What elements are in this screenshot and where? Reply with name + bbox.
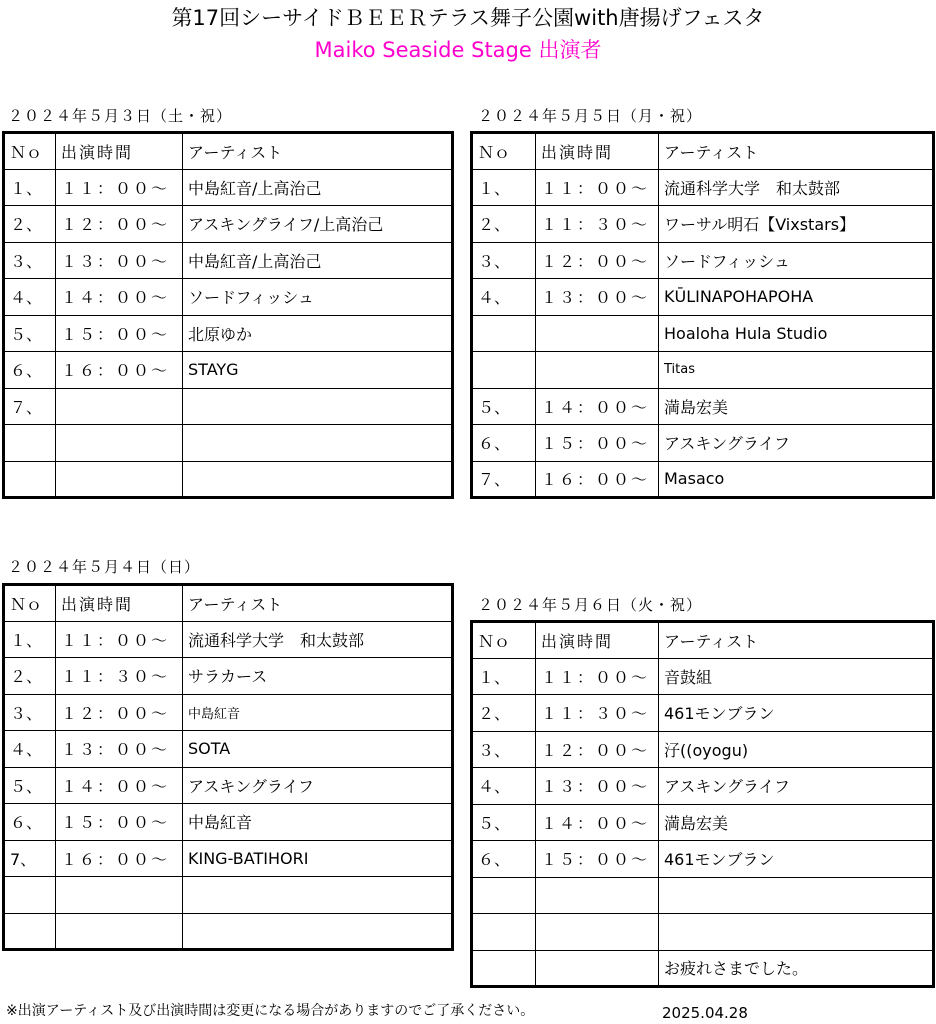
cell-artist: アスキングライフ/上高治己 [183,206,453,243]
table-row [472,388,934,425]
cell-artist: 北原ゆか [183,315,453,352]
cell-time: １４：００～ [56,279,183,316]
cell-no: ７、 [472,461,536,498]
table-row [472,950,934,987]
cell-time: １１：００～ [536,169,659,206]
cell-artist [183,877,453,914]
cell-artist [659,914,934,951]
table-row [4,658,453,695]
table-row [4,279,453,316]
table-row [472,315,934,352]
cell-no [472,877,536,914]
schedule-table-may4 [2,583,454,951]
cell-no: １、 [472,658,536,695]
cell-time [536,914,659,951]
cell-no: ３、 [4,694,56,731]
cell-artist: 461モンブラン [659,695,934,732]
table-header-row [4,585,453,622]
header-no: Ｎｏ [472,622,536,659]
table-row [472,658,934,695]
day-label-may3: ２０２４年５月３日（土・祝） [8,107,233,125]
cell-artist [183,425,453,462]
cell-time: １５：００～ [536,841,659,878]
cell-time: １２：００～ [536,731,659,768]
cell-time: １４：００～ [536,804,659,841]
header-artist: アーティスト [659,133,934,170]
footer-note: ※出演アーティスト及び出演時間は変更になる場合がありますのでご了承ください。 [6,1003,535,1019]
table-row [4,206,453,243]
cell-artist: ソードフィッシュ [183,279,453,316]
schedule-table-may3 [2,131,454,499]
table-row [472,768,934,805]
cell-no: ５、 [472,388,536,425]
cell-artist: 中島紅音 [183,694,453,731]
cell-artist: アスキングライフ [659,768,934,805]
table-row [4,461,453,498]
schedule-table-may6 [470,620,935,988]
cell-artist: 汓((oyogu) [659,731,934,768]
cell-no: ２、 [472,206,536,243]
cell-time: １５：００～ [56,804,183,841]
table-row [4,352,453,389]
cell-time: １３：００～ [56,242,183,279]
cell-artist [183,461,453,498]
cell-time: １６：００～ [56,352,183,389]
cell-no: ３、 [472,242,536,279]
table-row [472,206,934,243]
cell-no: ５、 [4,767,56,804]
cell-no: ７、 [4,388,56,425]
header-time: 出演時間 [536,133,659,170]
table-row [4,767,453,804]
cell-time [56,388,183,425]
cell-time [536,950,659,987]
cell-artist [183,913,453,950]
cell-time: １１：３０～ [56,658,183,695]
table-header-row [472,622,934,659]
cell-artist: Hoaloha Hula Studio [659,315,934,352]
table-row [472,425,934,462]
cell-time: １３：００～ [536,279,659,316]
table-row [4,315,453,352]
table-row [4,388,453,425]
cell-time: １６：００～ [56,840,183,877]
header-artist: アーティスト [183,133,453,170]
cell-no [4,425,56,462]
cell-time: １２：００～ [536,242,659,279]
cell-no [472,914,536,951]
cell-artist: Masaco [659,461,934,498]
table-row [472,914,934,951]
table-row [472,841,934,878]
cell-time [536,877,659,914]
header-artist: アーティスト [659,622,934,659]
table-row [4,877,453,914]
cell-artist [183,388,453,425]
header-no: Ｎｏ [472,133,536,170]
table-row [4,731,453,768]
day-label-may5: ２０２４年５月５日（月・祝） [478,107,703,125]
table-row [472,352,934,389]
cell-no [4,877,56,914]
table-row [472,461,934,498]
header-no: Ｎｏ [4,585,56,622]
cell-time: １３：００～ [536,768,659,805]
cell-no [472,352,536,389]
cell-artist: 中島紅音/上高治己 [183,169,453,206]
cell-no: ５、 [472,804,536,841]
cell-artist: Titas [659,352,934,389]
page-subtitle: Maiko Seaside Stage 出演者 [314,38,602,62]
cell-no [4,461,56,498]
cell-no: ４、 [472,768,536,805]
cell-no: ６、 [472,425,536,462]
cell-time: １５：００～ [56,315,183,352]
cell-time: １４：００～ [56,767,183,804]
cell-time [56,913,183,950]
table-row [472,279,934,316]
cell-no [472,315,536,352]
cell-no: ２、 [4,206,56,243]
publish-date: 2025.04.28 [662,1004,748,1022]
cell-time: １１：００～ [536,658,659,695]
cell-time: １３：００～ [56,731,183,768]
cell-time [536,352,659,389]
cell-artist: お疲れさまでした。 [659,950,934,987]
day-label-may6: ２０２４年５月６日（火・祝） [478,596,703,614]
header-no: Ｎｏ [4,133,56,170]
cell-time [56,461,183,498]
cell-time [56,877,183,914]
cell-time: １２：００～ [56,206,183,243]
header-time: 出演時間 [536,622,659,659]
cell-artist: 中島紅音 [183,804,453,841]
cell-artist: アスキングライフ [183,767,453,804]
cell-time: １２：００～ [56,694,183,731]
table-row [4,621,453,658]
cell-time: １１：３０～ [536,206,659,243]
table-row [4,169,453,206]
table-row [472,877,934,914]
table-row [472,169,934,206]
cell-no: ２、 [4,658,56,695]
table-row [4,242,453,279]
cell-time: １５：００～ [536,425,659,462]
cell-time: １６：００～ [536,461,659,498]
header-artist: アーティスト [183,585,453,622]
table-row [4,840,453,877]
cell-artist: アスキングライフ [659,425,934,462]
cell-no: ３、 [472,731,536,768]
cell-artist: KING-BATIHORI [183,840,453,877]
cell-artist: 中島紅音/上高治己 [183,242,453,279]
cell-artist: ソードフィッシュ [659,242,934,279]
cell-artist: サラカース [183,658,453,695]
cell-no: １、 [472,169,536,206]
cell-artist: 音鼓組 [659,658,934,695]
cell-time [56,425,183,462]
cell-no: ４、 [4,731,56,768]
cell-artist: ワーサル明石【Vixstars】 [659,206,934,243]
table-header-row [472,133,934,170]
day-label-may4: ２０２４年５月４日（日） [8,558,201,576]
cell-no: ４、 [4,279,56,316]
table-row [472,804,934,841]
cell-artist: 461モンブラン [659,841,934,878]
table-row [4,425,453,462]
cell-artist [659,877,934,914]
cell-no: ３、 [4,242,56,279]
cell-artist: STAYG [183,352,453,389]
cell-no [472,950,536,987]
cell-no: １、 [4,621,56,658]
cell-time: １１：００～ [56,169,183,206]
table-row [4,913,453,950]
table-row [4,804,453,841]
cell-time: １１：３０～ [536,695,659,732]
cell-no: ６、 [4,804,56,841]
cell-no: ２、 [472,695,536,732]
header-time: 出演時間 [56,133,183,170]
table-row [472,242,934,279]
cell-no: ５、 [4,315,56,352]
cell-artist: 満島宏美 [659,804,934,841]
table-row [472,731,934,768]
table-row [472,695,934,732]
cell-time: １１：００～ [56,621,183,658]
cell-no [4,913,56,950]
cell-artist: 満島宏美 [659,388,934,425]
cell-artist: 流通科学大学 和太鼓部 [659,169,934,206]
cell-no: ６、 [472,841,536,878]
cell-no: 7、 [4,840,56,877]
cell-artist: 流通科学大学 和太鼓部 [183,621,453,658]
cell-no: １、 [4,169,56,206]
cell-artist: SOTA [183,731,453,768]
table-row [4,694,453,731]
header-time: 出演時間 [56,585,183,622]
schedule-table-may5 [470,131,935,499]
cell-no: ４、 [472,279,536,316]
page-title: 第17回シーサイドＢＥＥＲテラス舞子公園with唐揚げフェスタ [171,6,765,30]
cell-no: ６、 [4,352,56,389]
cell-artist: KŪLINAPOHAPOHA [659,279,934,316]
cell-time [536,315,659,352]
table-header-row [4,133,453,170]
cell-time: １４：００～ [536,388,659,425]
